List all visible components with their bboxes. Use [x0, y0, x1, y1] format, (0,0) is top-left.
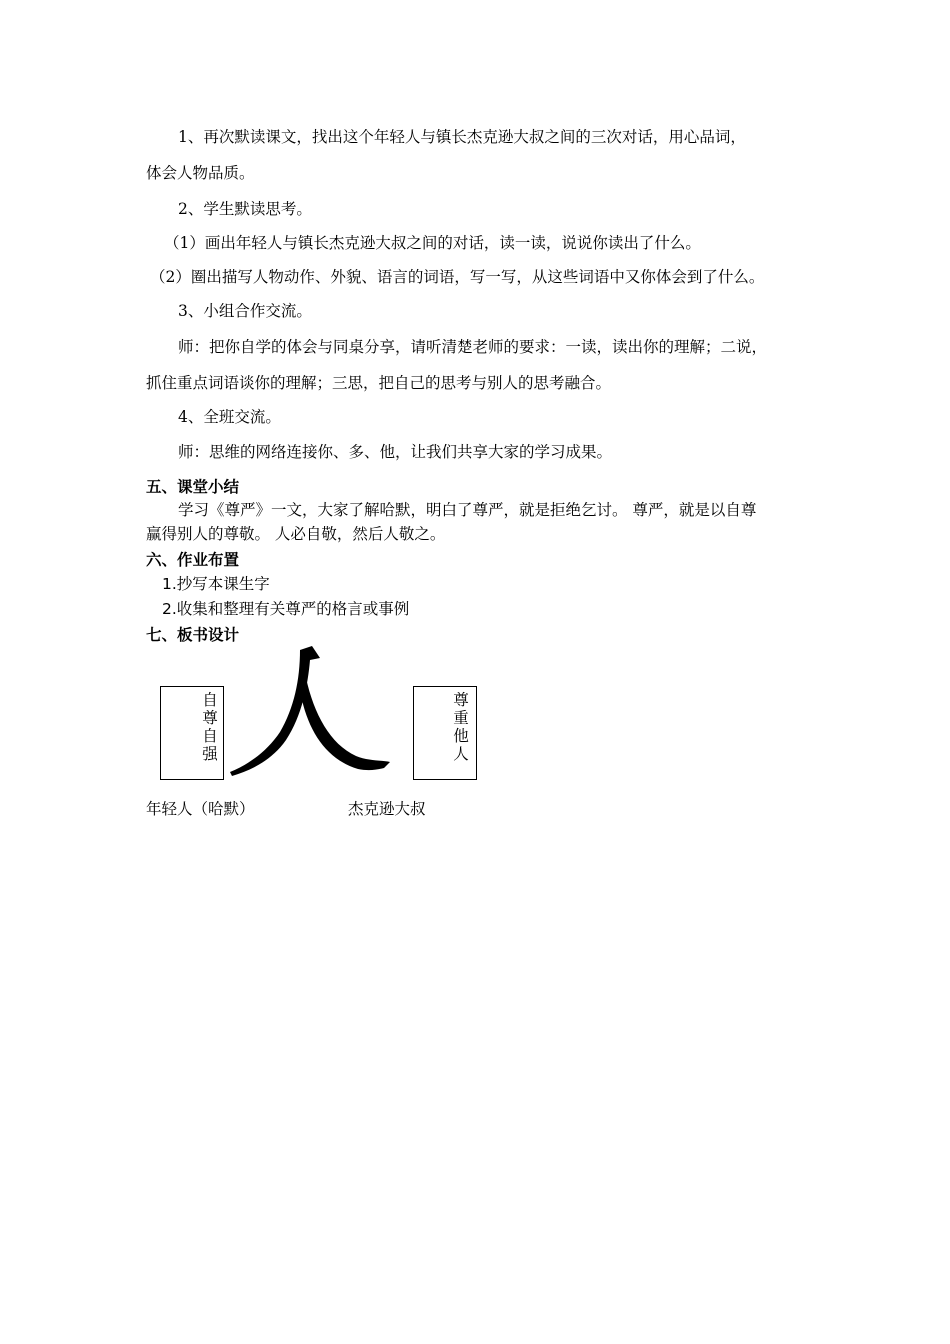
paragraph-2-sub-2: （2）圈出描写人物动作、外貌、语言的词语，写一写，从这些词语中又你体会到了什么。 — [150, 268, 765, 286]
homework-item-1: 1.抄写本课生字 — [162, 575, 270, 593]
paragraph-1-line-1: 1、再次默读课文，找出这个年轻人与镇长杰克逊大叔之间的三次对话，用心品词， — [178, 128, 746, 146]
paragraph-2: 2、学生默读思考。 — [178, 200, 312, 218]
right-box-text: 尊重他人 — [453, 691, 469, 763]
left-board-box — [160, 686, 224, 780]
person-character-icon — [228, 644, 398, 784]
section-6-heading: 六、作业布置 — [146, 551, 240, 569]
paragraph-4-teacher: 师：思维的网络连接你、多、他，让我们共享大家的学习成果。 — [178, 443, 613, 461]
paragraph-2-sub-1: （1）画出年轻人与镇长杰克逊大叔之间的对话，读一读，说说你读出了什么。 — [164, 234, 701, 252]
left-box-text: 自尊自强 — [202, 691, 218, 763]
paragraph-3-teacher-line-2: 抓住重点词语谈你的理解；三思，把自己的思考与别人的思考融合。 — [146, 374, 612, 392]
left-caption: 年轻人（哈默） — [146, 800, 255, 818]
paragraph-3: 3、小组合作交流。 — [178, 302, 312, 320]
section-7-heading: 七、板书设计 — [146, 626, 240, 644]
paragraph-4: 4、全班交流。 — [178, 408, 281, 426]
summary-line-1: 学习《尊严》一文，大家了解哈默，明白了尊严，就是拒绝乞讨。 尊严，就是以自尊 — [178, 501, 757, 519]
paragraph-1-line-2: 体会人物品质。 — [146, 164, 255, 182]
right-board-box — [413, 686, 477, 780]
homework-item-2: 2.收集和整理有关尊严的格言或事例 — [162, 600, 410, 618]
right-caption: 杰克逊大叔 — [348, 800, 426, 818]
section-5-heading: 五、课堂小结 — [146, 478, 240, 496]
summary-line-2: 赢得别人的尊敬。 人必自敬，然后人敬之。 — [146, 525, 446, 543]
paragraph-3-teacher-line-1: 师：把你自学的体会与同桌分享，请听清楚老师的要求：一读，读出你的理解；二说， — [178, 338, 768, 356]
